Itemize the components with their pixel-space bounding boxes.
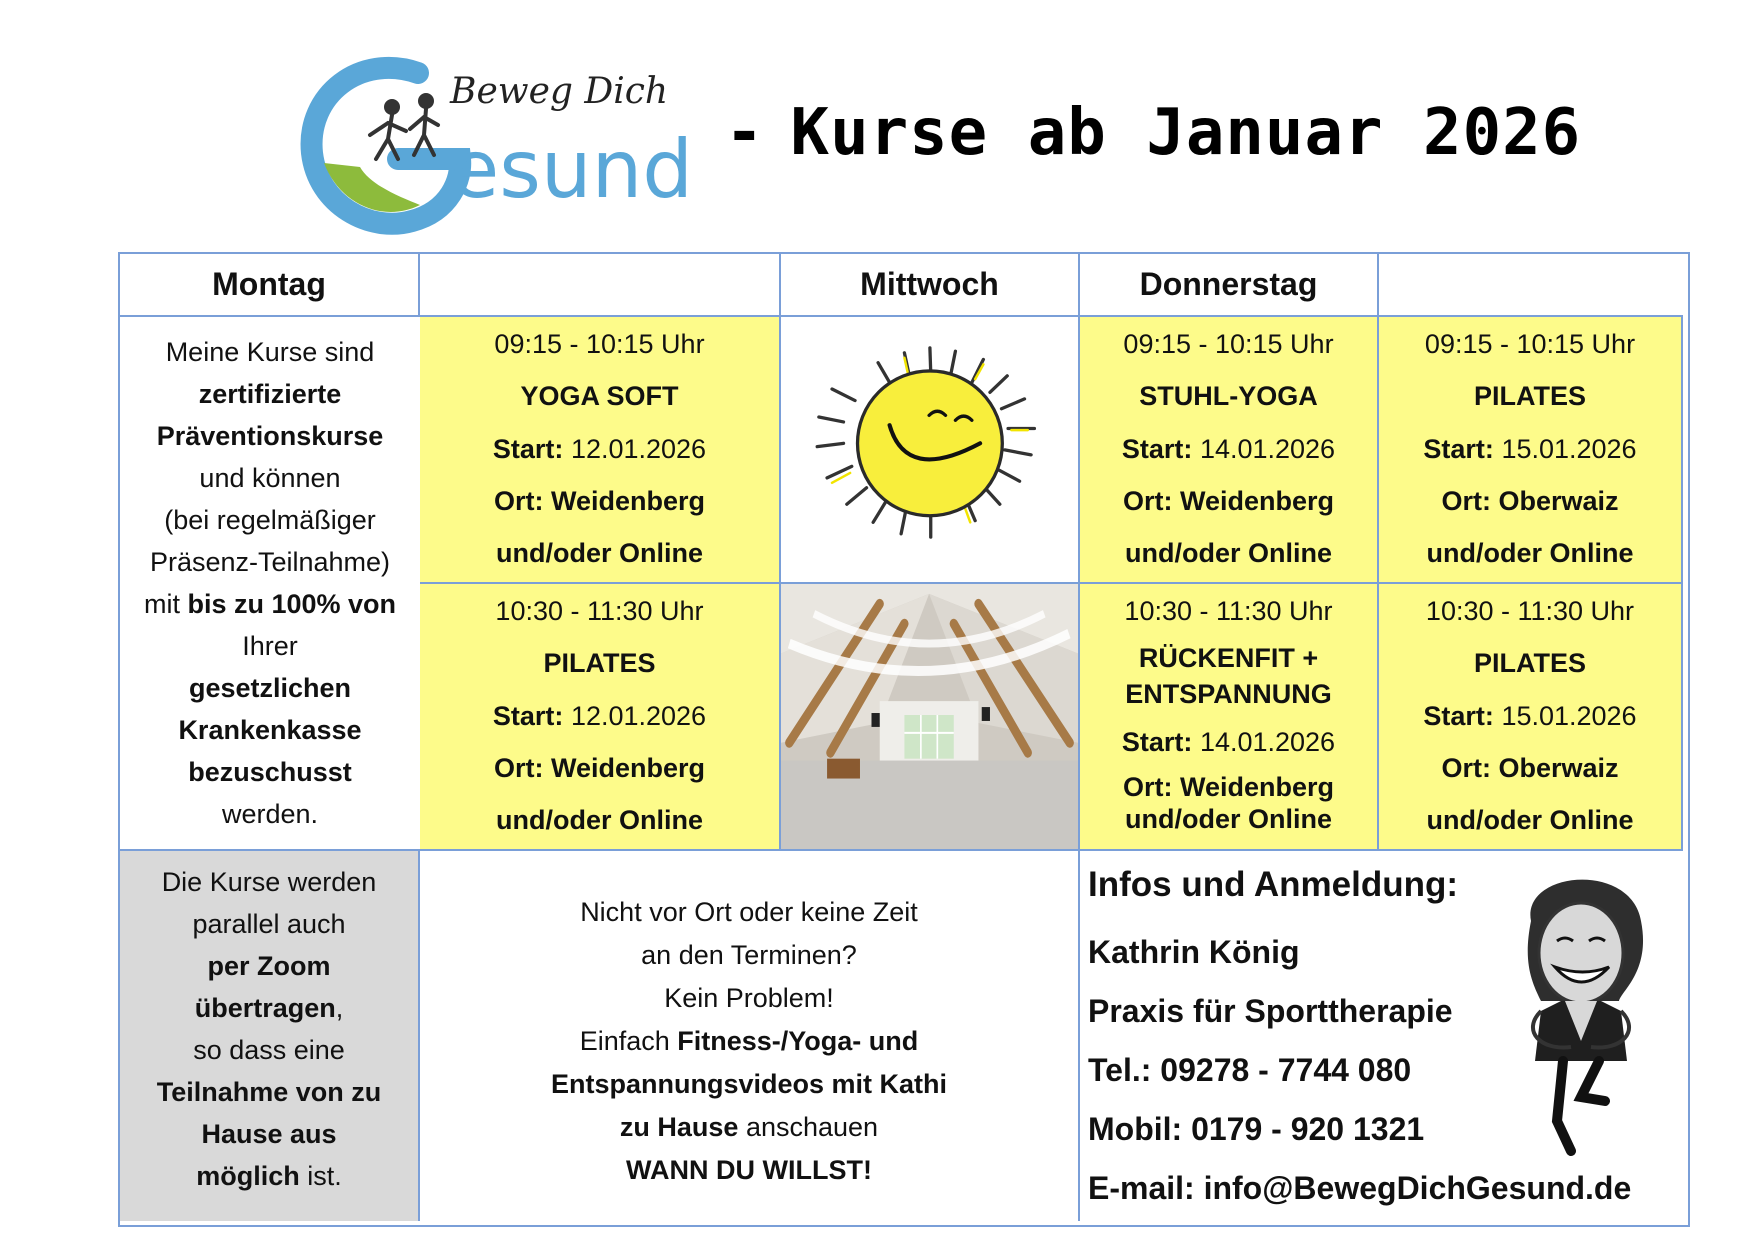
zoom-info <box>120 851 420 1221</box>
course-online: und/oder Online <box>496 538 703 568</box>
course-time: 10:30 - 11:30 Uhr <box>1425 596 1635 626</box>
zoom-line: möglich ist. <box>196 1161 342 1191</box>
zoom-line: Die Kurse werden <box>161 867 377 897</box>
zoom-line: parallel auch <box>192 909 346 939</box>
course-start: Start: 15.01.2026 <box>1423 433 1637 464</box>
course-location: Ort: Weidenberg <box>493 485 706 516</box>
contact-phone[interactable]: Tel.: 09278 - 7744 080 <box>1088 1052 1412 1088</box>
course-name-line1: RÜCKENFIT + <box>1138 643 1319 674</box>
course-start: Start: 12.01.2026 <box>492 433 707 464</box>
course-time: 10:30 - 11:30 Uhr <box>495 596 704 626</box>
zoom-line: so dass eine <box>193 1035 345 1065</box>
contact-info <box>1080 851 1683 1221</box>
schedule-table <box>118 252 1690 1227</box>
course-online: und/oder Online <box>1426 538 1634 568</box>
course-location: Ort: Oberwaiz <box>1441 752 1619 783</box>
contact-name: Kathrin König <box>1088 934 1300 970</box>
course-time: 10:30 - 11:30 Uhr <box>1124 596 1333 626</box>
course-online: und/oder Online <box>1125 538 1332 568</box>
header-monday: Montag <box>120 254 420 317</box>
zoom-line: per Zoom <box>207 951 331 981</box>
course-name: YOGA SOFT <box>520 381 679 412</box>
course-wednesday-2 <box>1080 584 1379 851</box>
logo <box>300 55 700 255</box>
info-line: (bei regelmäßiger <box>164 505 376 535</box>
contact-email[interactable]: E-mail: info@BewegDichGesund.de <box>1088 1170 1632 1206</box>
video-line: WANN DU WILLST! <box>626 1155 872 1185</box>
sun-icon <box>781 317 1078 582</box>
info-line: Präsenz-Teilnahme) <box>149 547 391 577</box>
caricature-avatar-icon <box>1501 861 1661 1161</box>
info-line: werden. <box>221 799 319 829</box>
studio-room-image <box>781 584 1078 849</box>
info-line: Präventionskurse <box>156 421 384 451</box>
course-name: PILATES <box>1473 381 1586 412</box>
course-time: 09:15 - 10:15 Uhr <box>1424 329 1636 359</box>
zoom-line: übertragen, <box>194 993 344 1023</box>
header-empty-1 <box>420 254 781 317</box>
title-text: Kurse ab Januar 2026 <box>790 96 1582 170</box>
course-thursday-2 <box>1379 584 1683 851</box>
course-wednesday-1 <box>1080 317 1379 584</box>
course-time: 09:15 - 10:15 Uhr <box>1123 329 1334 359</box>
course-monday-2 <box>420 584 781 851</box>
studio-photo <box>781 584 1080 851</box>
course-location: Ort: Weidenberg <box>1122 485 1335 516</box>
course-start: Start: 14.01.2026 <box>1121 726 1336 757</box>
info-line: Krankenkasse <box>178 715 362 745</box>
course-location: Ort: Weidenberg <box>493 752 706 783</box>
contact-practice: Praxis für Sporttherapie <box>1088 993 1453 1029</box>
info-line: zertifizierte <box>198 379 342 409</box>
header-wednesday: Mittwoch <box>781 254 1080 317</box>
course-name: STUHL-YOGA <box>1139 381 1318 412</box>
course-online: und/oder Online <box>1125 803 1332 834</box>
contact-mobile[interactable]: Mobil: 0179 - 920 1321 <box>1088 1111 1425 1147</box>
course-thursday-1 <box>1379 317 1683 584</box>
course-monday-1 <box>420 317 781 584</box>
logo-graphic <box>300 55 700 255</box>
info-line: bezuschusst <box>188 757 352 787</box>
course-name: PILATES <box>1473 648 1586 679</box>
info-line: und können <box>199 463 341 493</box>
info-line: Ihrer <box>242 631 298 661</box>
logo-top-text: Beweg Dich <box>450 71 669 112</box>
course-name-line2: ENTSPANNUNG <box>1125 679 1332 710</box>
contact-title: Infos und Anmeldung: <box>1088 865 1459 904</box>
info-line: mit bis zu 100% von <box>143 589 397 619</box>
video-line: Kein Problem! <box>664 983 834 1013</box>
course-start: Start: 12.01.2026 <box>492 700 707 731</box>
page-title <box>725 96 1581 170</box>
video-line: an den Terminen? <box>641 940 857 970</box>
course-online: und/oder Online <box>496 805 703 835</box>
title-dash: - <box>725 96 765 170</box>
course-name: PILATES <box>543 648 656 679</box>
video-line: Einfach Fitness-/Yoga- und <box>579 1026 919 1056</box>
course-time: 09:15 - 10:15 Uhr <box>494 329 705 359</box>
sun-illustration <box>781 317 1080 584</box>
info-line: Meine Kurse sind <box>165 337 375 367</box>
course-start: Start: 15.01.2026 <box>1423 700 1637 731</box>
zoom-line: Hause aus <box>201 1119 337 1149</box>
zoom-line: Teilnahme von zu <box>156 1077 382 1107</box>
video-info <box>420 851 1080 1221</box>
header-thursday: Donnerstag <box>1080 254 1379 317</box>
course-online: und/oder Online <box>1426 805 1634 835</box>
info-line: gesetzlichen <box>188 673 352 703</box>
video-line: zu Hause anschauen <box>619 1112 879 1142</box>
insurance-info <box>120 317 420 851</box>
video-line: Nicht vor Ort oder keine Zeit <box>580 897 918 927</box>
course-start: Start: 14.01.2026 <box>1121 433 1336 464</box>
course-location: Ort: Oberwaiz <box>1441 485 1619 516</box>
course-location: Ort: Weidenberg <box>1122 771 1335 802</box>
header-empty-2 <box>1379 254 1683 317</box>
video-line: Entspannungsvideos mit Kathi <box>550 1069 948 1099</box>
logo-esund: esund <box>450 123 694 216</box>
